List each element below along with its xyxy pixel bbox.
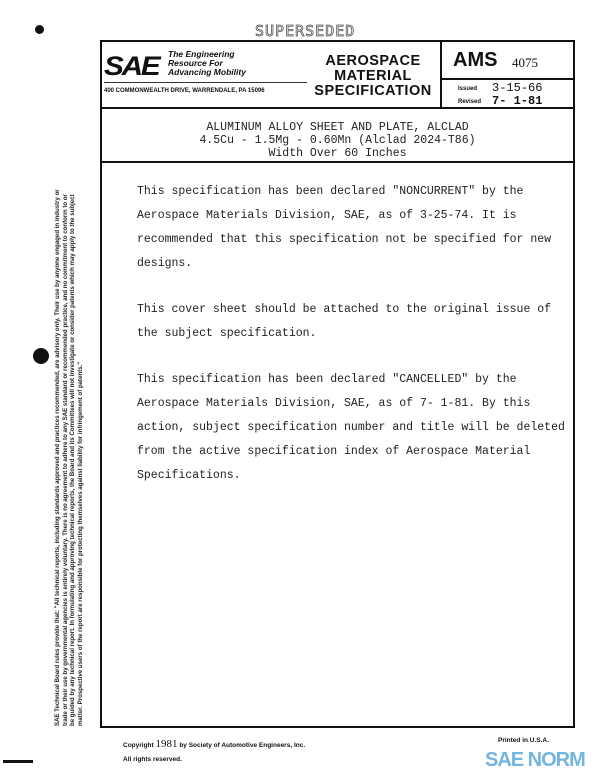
disclaimer-line: trade or their use by governmental agencies is entirely voluntary. There is no agreement to adhere to any SAE standard or recommended practice, and no commitment to conform to or [61,194,69,726]
revised-label: Revised [458,99,482,105]
disclaimer-line: matter. Prospective users of the report are responsible for protecting themselves against liability for infringement of patents." [76,361,84,726]
address: 400 COMMONWEALTH DRIVE, WARRENDALE, PA 15096 [104,88,265,94]
body-text [137,180,569,510]
divider [104,82,307,83]
issued-label: Issued [458,86,478,92]
disclaimer-line: be guided by any technical report. In formulating and approving technical reports, the Board and its Committees will not investigate or consider patents which may apply to the subject [69,194,77,726]
tagline-line: Advancing Mobility [168,67,246,77]
spec-title [100,121,575,160]
title-line: Width Over 60 Inches [268,147,407,160]
doc-type-line: MATERIAL [334,68,412,84]
rights-reserved: All rights reserved. [123,756,182,763]
copyright-holder: by Society of Automotive Engineers, Inc. [179,742,306,749]
issued-date: 3-15-66 [492,81,543,95]
title-line: ALUMINUM ALLOY SHEET AND PLATE, ALCLAD [206,121,469,134]
cover-sheet-paragraph: This cover sheet should be attached to the original issue of the subject specification. [137,303,552,340]
punch-hole [33,348,49,364]
superseded-stamp: SUPERSEDED [255,22,356,40]
ams-number: 4075 [512,55,538,70]
ams-label: AMS [453,49,498,71]
copyright-year: 1981 [155,738,178,750]
title-line: 4.5Cu - 1.5Mg - 0.60Mn (Alclad 2024-T86) [199,134,476,147]
doc-type [308,54,438,99]
tagline-line: The Engineering [168,49,235,59]
copyright-label: Copyright [123,742,154,749]
noncurrent-paragraph: This specification has been declared "NONCURRENT" by the Aerospace Materials Division, SAE, as of 3-25-74. It is recommended that this specification not be specified for new designs. [137,185,552,270]
tagline [168,50,246,77]
revised-date: 7- 1-81 [492,94,543,108]
scan-mark [3,760,33,763]
disclaimer-line: SAE Technical Board rules provide that: "All technical reports, including standards approved and practices recommended, are advisory only. Their use by anyone engaged in industry or [54,189,61,726]
doc-type-line: SPECIFICATION [314,83,432,99]
copyright [123,740,305,750]
cancelled-paragraph: This specification has been declared "CANCELLED" by the Aerospace Materials Division, SAE, as of 7- 1-81. By this action, subject specification number and title will be deleted from the active specification index of Aerospace Material Specifications. [137,373,565,482]
divider [442,78,575,80]
sae-logo: SAE [104,51,159,81]
sae-norm-watermark: SAE NORM [485,749,585,771]
printed-in: Printed in U.S.A. [498,737,549,744]
doc-type-line: AEROSPACE [325,53,421,69]
scan-mark [35,25,44,34]
side-disclaimer [54,114,84,726]
tagline-line: Resource For [168,58,223,68]
